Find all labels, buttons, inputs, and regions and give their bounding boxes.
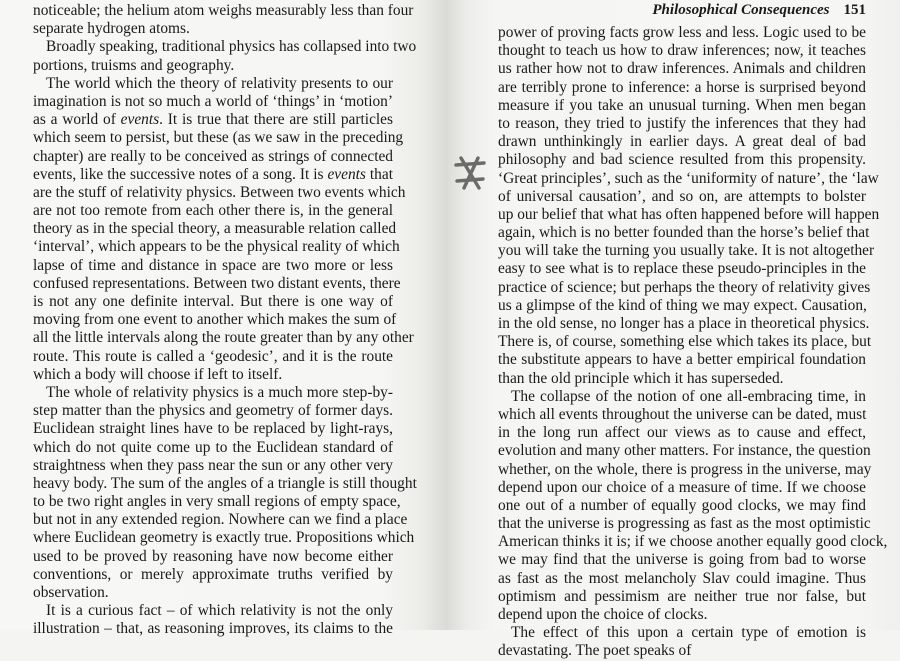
text-line: chapter) are really to be conceived as strings of connected (33, 147, 393, 165)
text-line: ‘interval’, which appears to be the physical reality of which (33, 238, 400, 256)
text-line: the substitute appears to have a better empirical foundation (498, 351, 866, 369)
text-line: observation. (33, 584, 109, 601)
text-line: are terribly prone to inference: a horse is surprised beyond (498, 78, 866, 96)
text-line: imagination is not so much a world of ‘things’ in ‘motion’ (33, 92, 393, 110)
text-line: used to be proved by reasoning have now become either (33, 547, 393, 565)
text-line: in the long run affect our views as to cause and effect, (498, 424, 866, 442)
text-line: are not too remote from each other there is, in the general (33, 202, 393, 220)
text-line: as a world of events. It is true that there are still particles (33, 111, 393, 129)
text-line: Euclidean straight lines have to be replaced by light-rays, (33, 420, 393, 438)
text-line: us a glimpse of the kind of thing we may expect. Causation, (498, 296, 867, 314)
text-line: The whole of relativity physics is a much more step-by- (46, 383, 393, 401)
left-page (0, 0, 448, 638)
text-line: up our belief that what has often happened before will happen (498, 205, 880, 223)
right-page (448, 0, 900, 660)
text-line: we may find that the universe is going from bad to worse (498, 551, 866, 569)
text-line: but not in any extended region. Nowhere can we find a place (33, 511, 408, 529)
text-line: which all events throughout the universe can be dated, must (498, 405, 867, 423)
text-line: confused representations. Between two distant events, there (33, 274, 401, 292)
text-line: depend upon the choice of clocks. (498, 606, 708, 623)
emphasis: events (327, 165, 366, 183)
text-line: is not any one definite interval. But there is one way of (33, 293, 393, 310)
text-line: as fast as the most melancholy Slav could imagine. Thus (498, 569, 866, 587)
text-line: It is a curious fact – of which relativity is not the only (46, 602, 393, 620)
text-line: The collapse of the notion of one all-embracing time, in (511, 387, 866, 405)
text-line: noticeable; the helium atom weighs measurably less than four (33, 2, 414, 19)
text-line: devastating. The poet speaks of (498, 642, 692, 660)
text-line: illustration – that, as reasoning improves, its claims to the (33, 620, 393, 638)
text-line: are the stuff of relativity physics. Between two events which (33, 183, 406, 201)
text-line: theory as in the special theory, a measurable relation called (33, 220, 397, 238)
text-line: separate hydrogen atoms. (33, 20, 190, 38)
text-line: The world which the theory of relativity presents to our (46, 74, 393, 92)
text-line: evolution and many other matters. For instance, the question (498, 442, 871, 460)
text-line: heavy body. The sum of the angles of a triangle is still thought (33, 474, 417, 492)
text-line: Broadly speaking, traditional physics has collapsed into two (46, 38, 417, 56)
text-line: American thinks it is; if we choose another equally good clock, (498, 533, 888, 551)
text-line: ‘Great principles’, such as the ‘uniformity of nature’, the ‘law (498, 169, 879, 187)
left-page-body (33, 2, 417, 639)
page-number: 151 (843, 2, 866, 18)
text-line: us rather how not to draw inferences. Animals and children (498, 60, 866, 78)
text-line: to be two right angles in very small regions of empty space, (33, 493, 401, 511)
text-line: optimism and pessimism are neither true nor false, but (498, 587, 866, 605)
text-line: to reason, they tried to justify the inferences that they had (498, 114, 866, 132)
text-line: in the old sense, no longer has a place in theoretical physics. (498, 315, 870, 332)
text-line: step matter than the physics and geometry of former days. (33, 402, 393, 420)
text-line: again, which is no better founded than the horse’s belief that (498, 224, 870, 242)
text-line: The effect of this upon a certain type of emotion is (511, 624, 866, 642)
asterisk-annotation-icon (452, 155, 488, 191)
text-line: than the old principle which it has superseded. (498, 369, 784, 387)
text-line: conventions, or merely approximate truths verified by (33, 565, 393, 583)
text-line: one out of a number of equally good clocks, we may find (498, 496, 866, 514)
text-line: moving from one event to another which makes the sum of (33, 311, 397, 329)
running-head (652, 2, 866, 19)
text-line: route. This route is called a ‘geodesic’, and it is the route (33, 347, 393, 365)
text-line: portions, truisms and geography. (33, 56, 235, 74)
text-line: philosophy and bad science resulted from this propensity. (498, 151, 866, 169)
text-line: which a body will choose if left to itself. (33, 365, 283, 383)
text-line: power of proving facts grow less and less. Logic used to be (498, 24, 866, 41)
text-line: you will take the turning you usually take. It is not altogether (498, 242, 875, 260)
text-line: straightness when they pass near the sun or any other very (33, 456, 393, 474)
text-line: all the little intervals along the route greater than by any other (33, 329, 414, 347)
right-page-body (498, 24, 888, 661)
text-line: There is, of course, something else which takes its place, but (498, 333, 872, 351)
text-line: which seem to persist, but these (as we saw in the preceding (33, 129, 404, 147)
text-line: that the universe is progressing as fast as the most optimistic (498, 515, 871, 533)
text-line: practice of science; but perhaps the theory of relativity gives (498, 278, 871, 296)
text-line: of universal causation’, and so on, are attempts to bolster (498, 187, 866, 205)
text-line: where Euclidean geometry is exactly true. Propositions which (33, 529, 415, 547)
text-line: lapse of time and distance in space are two more or less (33, 256, 393, 274)
text-line: drawn unthinkingly in earlier days. A great deal of bad (498, 133, 866, 151)
text-line: easy to see what is to replace these pseudo-principles in the (498, 260, 866, 278)
text-line: measure if you take an unusual turning. When men began (498, 96, 866, 114)
text-line: thought to teach us how to draw inferences; now, it teaches (498, 42, 866, 60)
text-line: depend upon our choice of a measure of time. If we choose (498, 478, 866, 496)
text-line: events, like the successive notes of a song. It is events that (33, 165, 393, 183)
emphasis: events (120, 111, 160, 129)
running-head-title: Philosophical Consequences (652, 2, 830, 18)
text-line: whether, on the whole, there is progress in the universe, may (498, 460, 872, 478)
text-line: which do not quite come up to the Euclidean standard of (33, 438, 393, 456)
